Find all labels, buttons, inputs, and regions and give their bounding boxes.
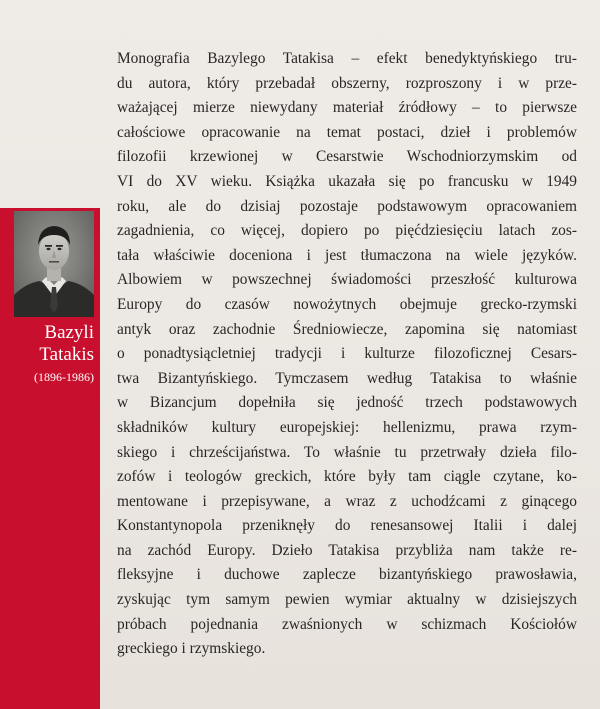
description-line: zagadnienia, co więcej, dopiero po pięćdziesięciu latach zos-	[117, 222, 577, 240]
description-line: na zachód Europy. Dzieło Tatakisa przybliża nam także re-	[117, 541, 577, 559]
description-line: ważającej mierze niewydany materiał źródłowy – to pierwsze	[117, 99, 577, 117]
book-description	[117, 47, 577, 662]
author-first-name: Bazyli	[44, 322, 94, 343]
description-line: VI do XV wieku. Książka ukazała się po francusku w 1949	[117, 172, 577, 190]
description-line: Albowiem w powszechnej świadomości przeszłość kulturowa	[117, 271, 577, 289]
description-line: w Bizancjum dopełniła się jedność trzech podstawowych	[117, 394, 577, 412]
description-line: twa Bizantyńskiego. Tymczasem według Tatakisa to właśnie	[117, 369, 577, 387]
description-line: Monografia Bazylego Tatakisa – efekt benedyktyńskiego tru-	[117, 50, 577, 67]
description-line: filozofii krzewionej w Cesarstwie Wschodniorzymskim od	[117, 148, 577, 166]
author-life-dates: (1896-1986)	[34, 370, 94, 384]
description-line: mentowane i przepisywane, a wraz z uchodźcami z ginącego	[117, 492, 577, 510]
description-line: skiego i chrześcijaństwa. To właśnie tu przetrwały dzieła filo-	[117, 443, 577, 461]
author-last-name: Tatakis	[39, 344, 94, 365]
description-line: fleksyjne i duchowe zaplecze bizantyńskiego prawosławia,	[117, 566, 577, 584]
description-line: roku, ale do dzisiaj pozostaje podstawowym opracowaniem	[117, 197, 577, 215]
description-line: antyk oraz zachodnie Średniowiecze, zapomina się natomiast	[117, 320, 577, 338]
description-line: tała właściwie doceniona i jest tłumaczona na wiele języków.	[117, 246, 577, 264]
description-line: o ponadtysiącletniej tradycji i kulturze filozoficznej Cesars-	[117, 345, 577, 363]
author-portrait	[14, 211, 94, 317]
description-line: greckiego i rzymskiego.	[117, 640, 266, 658]
portrait-photo-icon	[14, 211, 94, 317]
description-line: Konstantynopola przeniknęły do renesansowej Italii i dalej	[117, 517, 577, 535]
description-line: du autora, który przebadał obszerny, rozproszony i w prze-	[117, 74, 577, 92]
description-line: próbach pojednania zwaśnionych w schizmach Kościołów	[117, 615, 577, 633]
description-line: składników kultury europejskiej: hellenizmu, prawa rzym-	[117, 418, 577, 436]
description-line: Europy do czasów nowożytnych obejmuje grecko-rzymski	[117, 295, 577, 313]
description-line: całościowe opracowanie na temat postaci, dzieł i problemów	[117, 123, 577, 141]
description-line: zyskując tym samym pewien wymiar aktualny w dzisiejszych	[117, 591, 577, 609]
description-line: zofów i teologów greckich, które były tam ciągle czytane, ko-	[117, 468, 577, 486]
